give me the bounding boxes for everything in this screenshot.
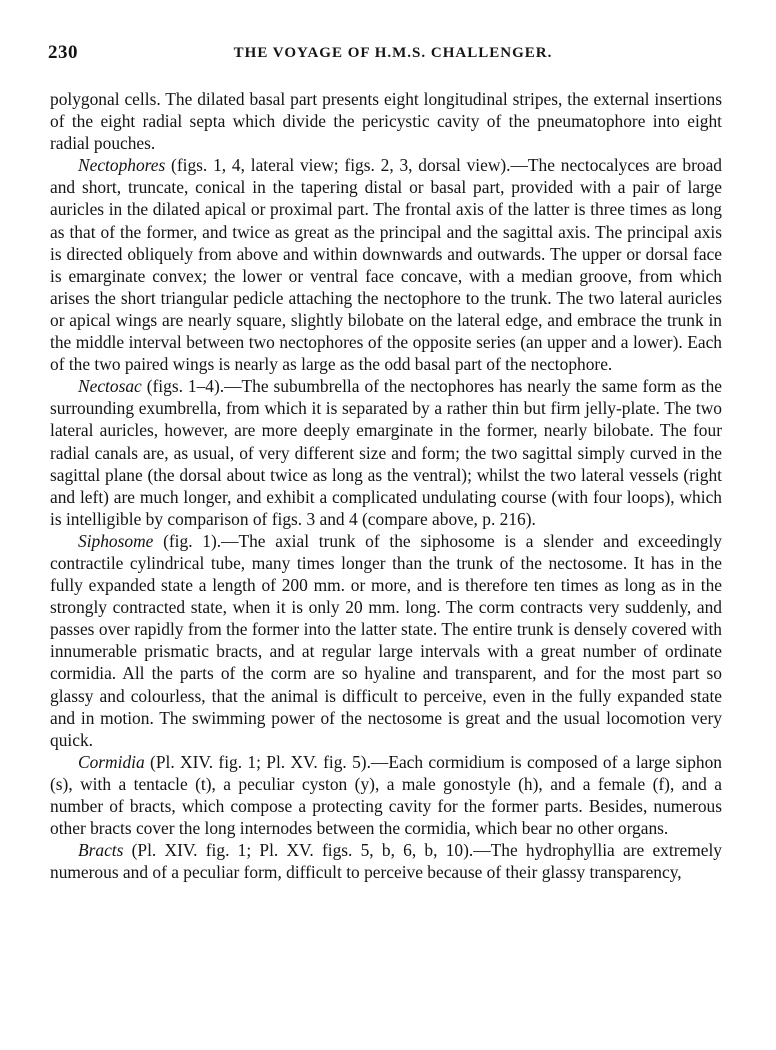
paragraph-heading: Siphosome xyxy=(78,530,154,551)
paragraph-heading: Bracts xyxy=(78,840,124,861)
paragraph-text: (figs. 1–4).—The subumbrella of the nectophores has nearly the same form as the surrounding exumbrella, from which it is separated by a rather thin but firm jelly-plate. The two lateral auricles, however, are more deeply emarginate in the former, nearly bilobate. The four radial canals are, as usual, of very different size and form; the two sagittal simply curved in the sagittal plane (the dorsal about twice as long as the ventral); whilst the two lateral vessels (right and left) are much longer, and exhibit a complicated undulating course (with four loops), which is intelligible by comparison of figs. 3 and 4 (compare above, p. 216). xyxy=(50,376,722,529)
paragraph-text: (Pl. XIV. fig. 1; Pl. XV. figs. 5, b, 6, b, 10).—The hydrophyllia are extremely numerous and of a peculiar form, difficult to perceive because of their glassy transparency, xyxy=(50,840,722,883)
running-title: THE VOYAGE OF H.M.S. CHALLENGER. xyxy=(233,45,553,61)
paragraph-text: (Pl. XIV. fig. 1; Pl. XV. fig. 5).—Each cormidium is composed of a large siphon (s), with a tentacle (t), a peculiar cyston (y), a male gonostyle (h), and a female (f), and a number of bracts, which compose a protecting cavity for the former parts. Besides, numerous other bracts cover the long internodes between the cormidia, which bear no other organs. xyxy=(50,751,722,839)
paragraph-nectosac xyxy=(50,375,722,530)
paragraph-text: (fig. 1).—The axial trunk of the siphosome is a slender and exceedingly contractile cylindrical tube, many times longer than the trunk of the nectosome. It has in the fully expanded state a length of 200 mm. or more, and is therefore ten times as long as in the strongly contracted state, when it is only 20 mm. long. The corm contracts very suddenly, and passes over rapidly from the former into the latter state. The entire trunk is densely covered with innumerable prismatic bracts, and at regular large intervals with a great number of ordinate cormidia. All the parts of the corm are so hyaline and transparent, and for the most part so glassy and colourless, that the animal is difficult to perceive, even in the fully expanded state and in motion. The swimming power of the nectosome is great and the usual locomotion very quick. xyxy=(50,530,722,750)
body-text xyxy=(50,88,722,883)
paragraph-text: (figs. 1, 4, lateral view; figs. 2, 3, dorsal view).—The nectocalyces are broad and short, truncate, conical in the tapering distal or basal part, provided with a pair of large auricles in the dilated apical or proximal part. The frontal axis of the latter is three times as long as that of the former, and twice as great as the principal and the sagittal axis. The principal axis is directed obliquely from above and within downwards and outwards. The upper or dorsal face is emarginate convex; the lower or ventral face concave, with a median groove, from which arises the short triangular pedicle attaching the nectophore to the trunk. The two lateral auricles or apical wings are nearly square, slightly bilobate on the lateral edge, and embrace the trunk in the middle interval between two nectophores of the opposite series (an upper and a lower). Each of the two paired wings is nearly as large as the odd basal part of the nectophore. xyxy=(50,155,722,375)
paragraph-bracts xyxy=(50,839,722,883)
paragraph-siphosome xyxy=(50,530,722,751)
page-number: 230 xyxy=(48,42,78,63)
paragraph-heading: Nectosac xyxy=(78,376,142,397)
paragraph-heading: Nectophores xyxy=(78,155,166,176)
page-header xyxy=(48,42,738,66)
paragraph-pneumatophore xyxy=(50,88,722,154)
paragraph-text: polygonal cells. The dilated basal part presents eight longitudinal stripes, the external insertions of the eight radial septa which divide the pericystic cavity of the pneumatophore into eight radial pouches. xyxy=(50,89,722,154)
paragraph-heading: Cormidia xyxy=(78,751,145,772)
paragraph-nectophores xyxy=(50,154,722,375)
paragraph-cormidia xyxy=(50,751,722,839)
